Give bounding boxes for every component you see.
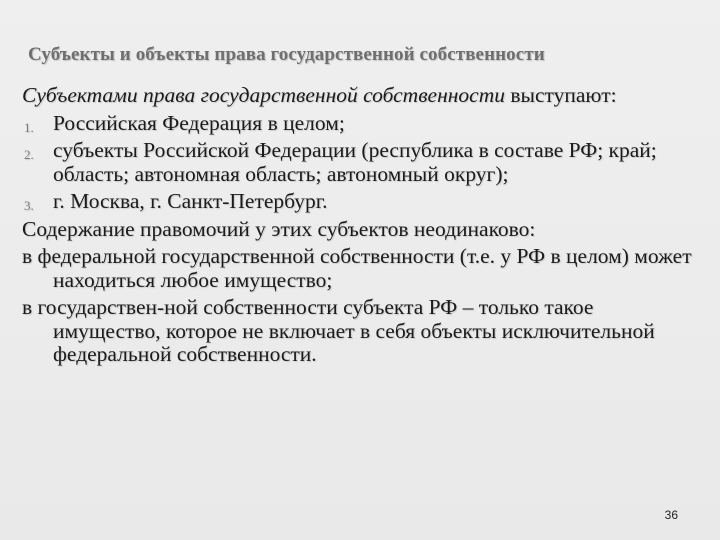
list-item-number: 2. [24, 147, 34, 162]
intro-paragraph [22, 84, 706, 108]
subject-property-paragraph: в государствен-ной собственности субъекта РФ – только такое имущество, которое не включает в себя объекты исключительной федеральной собственности. [22, 295, 655, 366]
list-item-text: Российская Федерация в целом; [53, 110, 345, 135]
page-number: 36 [664, 508, 678, 522]
slide-body [22, 84, 706, 371]
list-item [22, 139, 706, 186]
federal-property-paragraph: в федеральной государственной собственности (т.е. у РФ в целом) может находиться любое имущество; [22, 244, 692, 292]
list-item-text: г. Москва, г. Санкт-Петербург. [53, 189, 328, 213]
list-item [22, 190, 706, 214]
list-item-number: 1. [24, 119, 34, 135]
rights-content-paragraph: Содержание правомочий у этих субъектов неодинаково: [22, 216, 536, 241]
list-item-number: 3. [24, 198, 34, 213]
intro-rest-text: выступают: [504, 83, 617, 107]
slide-title: Субъекты и объекты права государственной собственности [28, 44, 545, 65]
list-item-text: субъекты Российской Федерации (республика в составе РФ; край; область; автономная область; автономный округ); [53, 138, 657, 186]
list-item [22, 112, 706, 136]
intro-italic-text: Субъектами права государственной собственности [22, 83, 505, 107]
